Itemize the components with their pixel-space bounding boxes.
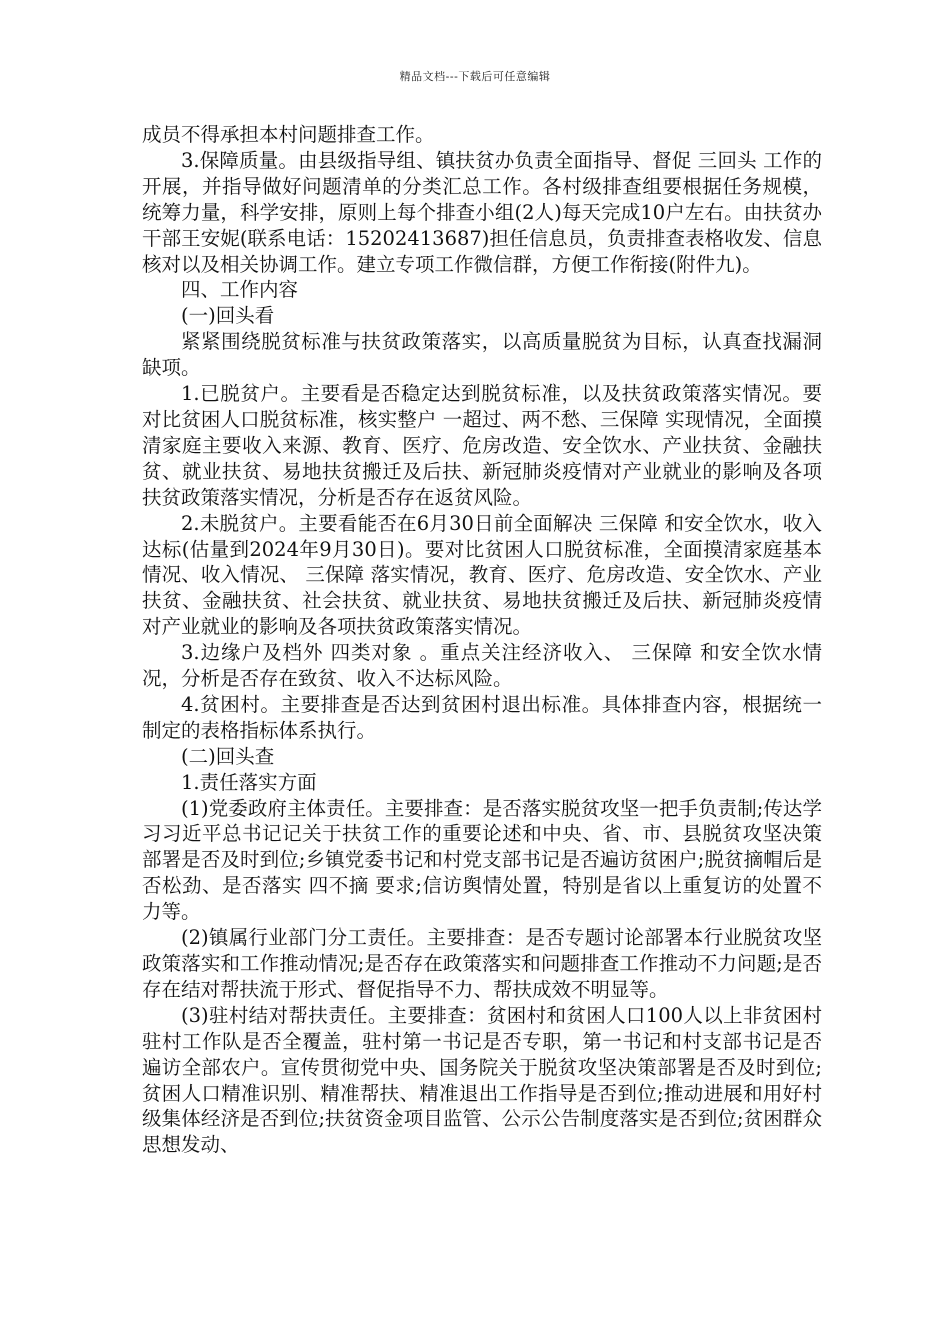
paragraph: 3.边缘户及档外 四类对象 。重点关注经济收入、 三保障 和安全饮水情况，分析是否存在致贫、收入不达标风险。: [142, 641, 822, 691]
page-header: 精品文档---下载后可任意编辑: [399, 70, 551, 83]
document-body: [142, 122, 822, 1158]
paragraph: (1)党委政府主体责任。主要排查：是否落实脱贫攻坚一把手负责制;传达学习习近平总书记记关于扶贫工作的重要论述和中央、省、市、县脱贫攻坚决策部署是否及时到位;乡镇党委书记和村党支部书记是否遍访贫困户;脱贫摘帽后是否松劲、是否落实 四不摘 要求;信访舆情处置，特别是省以上重复访的处置不力等。: [142, 796, 822, 924]
paragraph: 3.保障质量。由县级指导组、镇扶贫办负责全面指导、督促 三回头 工作的开展，并指导做好问题清单的分类汇总工作。各村级排查组要根据任务规模，统筹力量，科学安排，原则上每个排查小组(2人)每天完成10户左右。由扶贫办干部王安妮(联系电话：15202413687)担任信息员，负责排查表格收发、信息核对以及相关协调工作。建立专项工作微信群，方便工作衔接(附件九)。: [142, 148, 822, 276]
paragraph: 2.未脱贫户。主要看能否在6月30日前全面解决 三保障 和安全饮水，收入达标(估量到2024年9月30日)。要对比贫困人口脱贫标准，全面摸清家庭基本情况、收入情况、 三保障 落实情况，教育、医疗、危房改造、安全饮水、产业扶贫、金融扶贫、社会扶贫、就业扶贫、易地扶贫搬迁及后扶、新冠肺炎疫情对产业就业的影响及各项扶贫政策落实情况。: [142, 511, 822, 639]
paragraph: 成员不得承担本村问题排查工作。: [142, 123, 435, 146]
paragraph: 1.责任落实方面: [181, 770, 317, 794]
paragraph: (3)驻村结对帮扶责任。主要排查：贫困村和贫困人口100人以上非贫困村驻村工作队是否全覆盖，驻村第一书记是否专职，第一书记和村支部书记是否遍访全部农户。宣传贯彻党中央、国务院关于脱贫攻坚决策部署是否及时到位;贫困人口精准识别、精准帮扶、精准退出工作指导是否到位;推动进展和用好村级集体经济是否到位;扶贫资金项目监管、公示公告制度落实是否到位;贫困群众思想发动、: [142, 1003, 822, 1157]
paragraph: (二)回头查: [181, 744, 275, 768]
paragraph: (一)回头看: [181, 304, 275, 328]
paragraph: 紧紧围绕脱贫标准与扶贫政策落实，以高质量脱贫为目标，认真查找漏洞缺项。: [142, 330, 822, 380]
paragraph: 1.已脱贫户。主要看是否稳定达到脱贫标准，以及扶贫政策落实情况。要对比贫困人口脱贫标准，核实整户 一超过、两不愁、三保障 实现情况，全面摸清家庭主要收入来源、教育、医疗、危房改造、安全饮水、产业扶贫、金融扶贫、就业扶贫、易地扶贫搬迁及后扶、新冠肺炎疫情对产业就业的影响及各项扶贫政策落实情况，分析是否存在返贫风险。: [142, 382, 822, 509]
paragraph: 四、工作内容: [181, 278, 299, 302]
paragraph: (2)镇属行业部门分工责任。主要排查：是否专题讨论部署本行业脱贫攻坚政策落实和工作推动情况;是否存在政策落实和问题排查工作推动不力问题;是否存在结对帮扶流于形式、督促指导不力、帮扶成效不明显等。: [142, 926, 822, 1001]
paragraph: 4.贫困村。主要排查是否达到贫困村退出标准。具体排查内容，根据统一制定的表格指标体系执行。: [142, 692, 822, 742]
